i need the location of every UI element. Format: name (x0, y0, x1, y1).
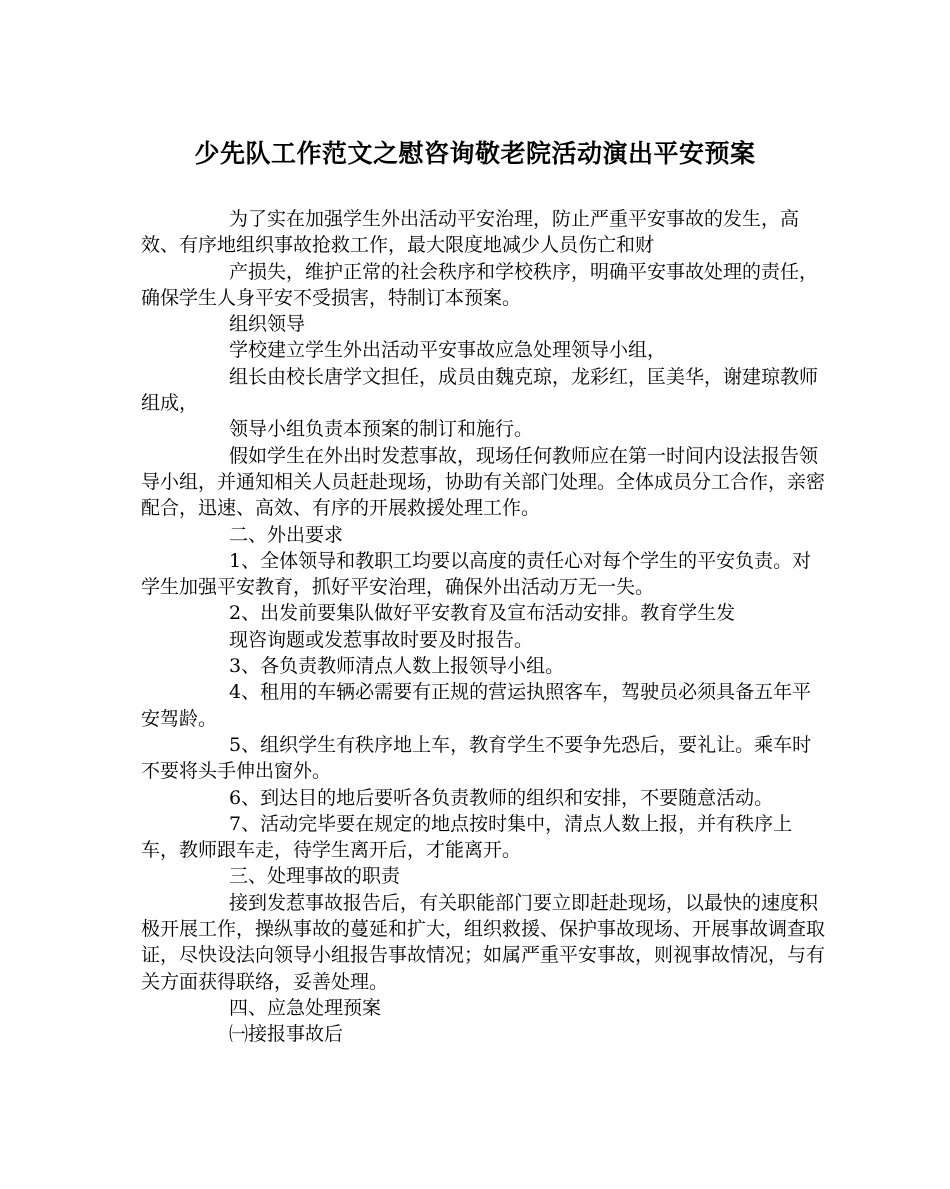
subsection-heading: ㈠接报事故后 (229, 1023, 344, 1046)
document-title: 少先队工作范文之慰咨询敬老院活动演出平安预案 (194, 139, 756, 168)
paragraph: 假如学生在外出时发惹事故，现场任何教师应在第一时间内设法报告领导小组，并通知相关人员赶赴现场，协助有关部门处理。全体成员分工合作，亲密配合，迅速、高效、有序的开展救援处理工作。 (141, 444, 826, 520)
section-heading: 三、处理事故的职责 (229, 865, 401, 888)
list-item: 4、租用的车辆必需要有正规的营运执照客车，驾驶员必须具备五年平安驾龄。 (141, 681, 812, 730)
list-item: 7、活动完毕要在规定的地点按时集中，清点人数上报，并有秩序上车，教师跟车走，待学生离开后，才能离开。 (141, 812, 793, 862)
paragraph: 接到发惹事故报告后，有关职能部门要立即赶赴现场，以最快的速度积极开展工作，操纵事故的蔓延和扩大，组织救援、保护事故现场、开展事故调查取证，尽快设法向领导小组报告事故情况；如属严重平安事故，则视事故情况，与有关方面获得联络，妥善处理。 (141, 891, 826, 993)
list-item: 3、各负责教师清点人数上报领导小组。 (229, 655, 565, 678)
list-item: 2、出发前要集队做好平安教育及宣布活动安排。教育学生发 (229, 602, 736, 625)
paragraph: 组长由校长唐学文担任，成员由魏克琼，龙彩红，匡美华，谢建琼教师组成， (141, 365, 819, 415)
paragraph: 学校建立学生外出活动平安事故应急处理领导小组， (229, 339, 667, 362)
document-body (141, 206, 829, 1048)
paragraph: 产损失，维护正常的社会秩序和学校秩序，明确平安事故处理的责任，确保学生人身平安不受损害，特制订本预案。 (141, 260, 819, 309)
list-item: 1、全体领导和教职工均要以高度的责任心对每个学生的平安负责。对学生加强平安教育，抓好平安治理，确保外出活动万无一失。 (141, 549, 812, 599)
paragraph: 领导小组负责本预案的制订和施行。 (229, 418, 534, 441)
paragraph: 为了实在加强学生外出活动平安治理，防止严重平安事故的发生，高效、有序地组织事故抢救工作，最大限度地减少人员伤亡和财 (141, 208, 800, 257)
list-item-continuation: 现咨询题或发惹事故时要及时报告。 (229, 628, 534, 651)
section-heading: 组织领导 (229, 313, 306, 336)
section-heading: 四、应急处理预案 (229, 996, 382, 1019)
list-item: 6、到达目的地后要听各负责教师的组织和安排，不要随意活动。 (229, 786, 774, 809)
list-item: 5、组织学生有秩序地上车，教育学生不要争先恐后，要礼让。乘车时不要将头手伸出窗外。 (141, 733, 812, 783)
section-heading: 二、外出要求 (229, 523, 344, 546)
